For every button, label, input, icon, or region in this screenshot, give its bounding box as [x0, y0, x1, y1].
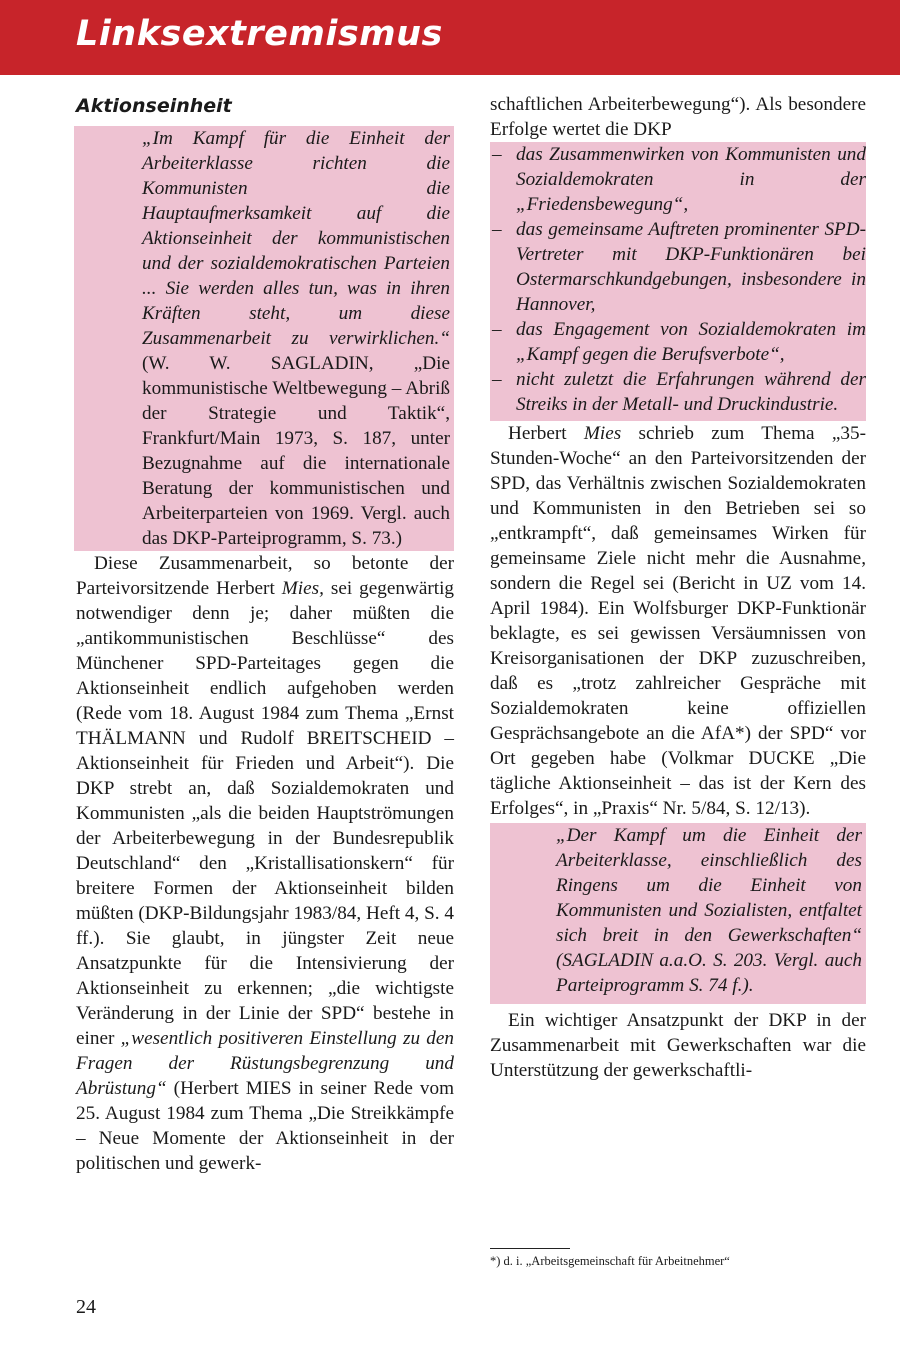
body-paragraph-last: Ein wichtiger Ansatzpunkt der DKP in der Zusammenarbeit mit Gewerkschaften war die Unterstützung der gewerkschaftli-: [490, 1010, 866, 1081]
text-run: Herbert: [508, 423, 584, 444]
body-paragraph-intro: schaftlichen Arbeiterbewegung“). Als besondere Erfolge wertet die DKP: [490, 94, 866, 140]
right-column: [490, 92, 866, 1083]
text-run: Diese Zusammenarbeit, so betonte der Parteivorsitzende Herbert: [76, 553, 454, 599]
quote-source: (W. W. SAGLADIN, „Die kommunistische Weltbewegung – Abriß der Strategie und Taktik“, Frankfurt/Main 1973, S. 187, unter Bezugnahme auf die internationale Beratung der kommunistischen und Arbeiterparteien von 1969. Vergl. auch das DKP-Parteiprogramm, S. 73.): [142, 353, 450, 549]
page-header-banner: [0, 0, 900, 75]
text-run-italic: Mies: [583, 423, 622, 444]
list-item: – das gemeinsame Auftreten prominenter SPD-Vertreter mit DKP-Funktionären bei Ostermarschkundgebungen, insbesondere in Hannover,: [490, 217, 866, 317]
text-run: schrieb zum Thema „35-Stunden-Woche“ an den Parteivorsitzenden der SPD, das Verhältnis zwischen Sozialdemokraten und Kommunisten in den Betrieben sei so „entkrampft“, daß gemeinsames Wirken für gemeinsame Ziele nicht mehr die Ausnahme, sondern die Regel sei (Bericht in UZ vom 14. April 1984). Ein Wolfsburger DKP-Funktionär beklagte, es sei gewissen Versäumnissen von Kreisorganisationen der DKP zuzuschreiben, daß es „trotz zahlreicher Gespräche mit Sozialdemokraten keine offiziellen Gesprächsangebote an die AfA*) der SPD“ vor Ort gegeben habe (Volkmar DUCKE „Die tägliche Aktionseinheit – das ist der Kern des Erfolges“, in „Praxis“ Nr. 5/84, S. 12/13).: [490, 423, 866, 819]
highlighted-quote-right: „Der Kampf um die Einheit der Arbeiterklasse, einschließlich des Ringens um die Einheit von Kommunisten und Sozialisten, entfaltet sich breit in den Gewerkschaften“ (SAGLADIN a.a.O. S. 203. Vergl. auch Parteiprogramm S. 74 f.).: [490, 823, 866, 1004]
footnote-divider: [490, 1248, 570, 1249]
page-title: Linksextremismus: [76, 14, 443, 54]
text-run: sei gegenwärtig notwendiger denn je; daher müßten die „antikommunistischen Beschlüsse“ des Münchener SPD-Parteitages gegen die Aktionseinheit endlich aufgehoben werden (Rede vom 18. August 1984 zum Thema „Ernst THÄLMANN und Rudolf BREITSCHEID – Aktionseinheit für Frieden und Arbeit“). Die DKP strebt an, daß Sozialdemokraten und Kommunisten „als die beiden Hauptströmungen der Arbeiterbewegung in der Bundesrepublik Deutschland“ den „Kristallisationskern“ für breitere Formen der Aktionseinheit bilden müßten (DKP-Bildungsjahr 1983/84, Heft 4, S. 4 ff.). Sie glaubt, in jüngster Zeit neue Ansatzpunkte für die Intensivierung der Aktionseinheit zu erkennen; „die wichtigste Veränderung in der Linie der SPD“ bestehe in einer: [76, 578, 454, 1049]
footnote: *) d. i. „Arbeitsgemeinschaft für Arbeitnehmer“: [490, 1254, 730, 1268]
quote-text: „Im Kampf für die Einheit der Arbeiterklasse richten die Kommunisten die Hauptaufmerksamkeit auf die Aktionseinheit der kommunistischen und der sozialdemokratischen Parteien ... Sie werden alles tun, was in ihren Kräften steht, um diese Zusammenarbeit zu verwirklichen.“: [142, 128, 450, 349]
section-heading: Aktionseinheit: [76, 95, 232, 117]
successes-list: [490, 142, 866, 421]
left-column: [76, 92, 454, 1176]
text-run-italic: „wesentlich positiveren Einstellung zu den Fragen der Rüstungsbegrenzung und Abrüstung“: [76, 1028, 454, 1099]
list-item: – nicht zuletzt die Erfahrungen während der Streiks in der Metall- und Druckindustrie.: [490, 367, 866, 417]
body-paragraph-left: [76, 551, 454, 1176]
highlighted-quote-left: [74, 126, 454, 551]
list-item: – das Zusammenwirken von Kommunisten und Sozialdemokraten in der „Friedensbewegung“,: [490, 142, 866, 217]
list-item: – das Engagement von Sozialdemokraten im „Kampf gegen die Berufsverbote“,: [490, 317, 866, 367]
text-run-italic: Mies,: [281, 578, 324, 599]
page-number: 24: [76, 1296, 96, 1318]
body-paragraph-mies: [490, 421, 866, 821]
text-run: (Herbert MIES in seiner Rede vom 25. August 1984 zum Thema „Die Streikkämpfe – Neue Momente der Aktionseinheit in der politischen und gewerk-: [76, 1078, 454, 1174]
